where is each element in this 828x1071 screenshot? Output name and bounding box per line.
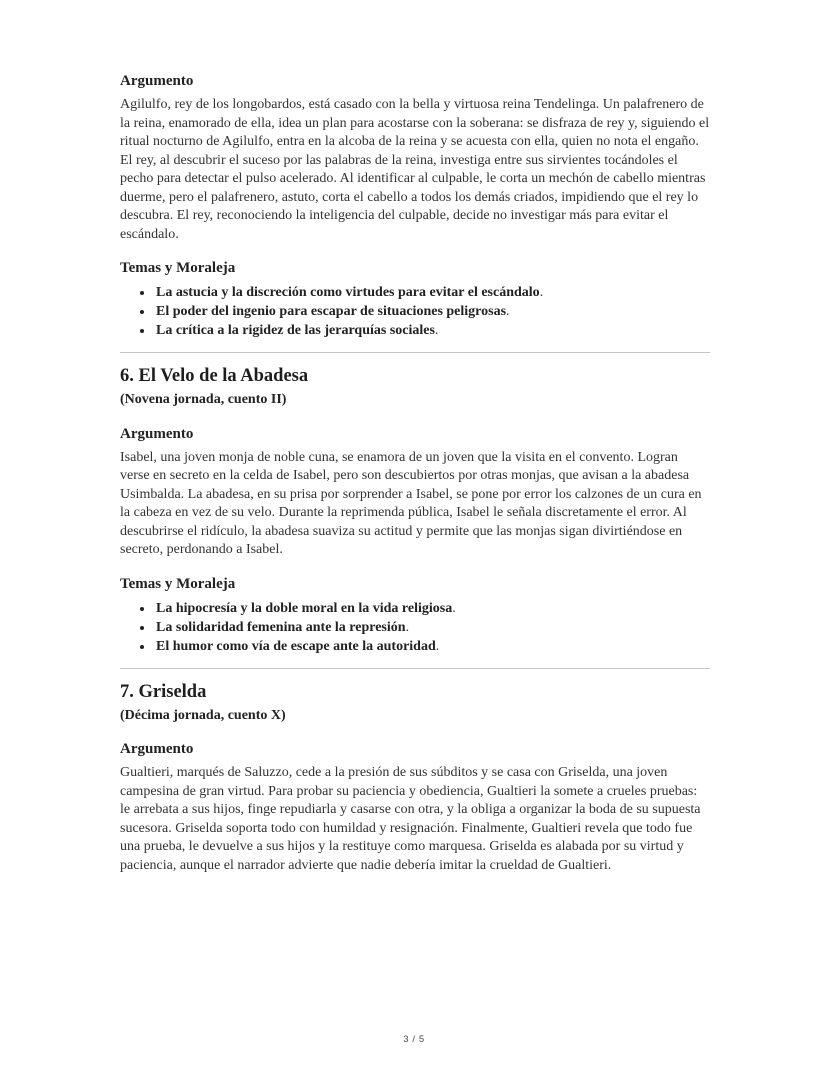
tema-text: La crítica a la rigidez de las jerarquías sociales — [156, 323, 435, 338]
tema-punct: . — [539, 285, 544, 300]
page-number: 3 / 5 — [403, 1033, 425, 1045]
tema-item — [154, 618, 710, 637]
argumento-heading: Argumento — [120, 425, 194, 442]
tema-item — [154, 283, 710, 302]
tema-item — [154, 637, 710, 656]
story-section-continuation — [120, 72, 710, 340]
argumento-paragraph: Isabel, una joven monja de noble cuna, se enamora de un joven que la visita en el convento. Logran verse en secreto en la celda de Isabel, pero son descubiertos por otras monjas, que avisan a la abadesa Usimbalda. La abadesa, en su prisa por sorprender a Isabel, se pone por error los calzones de un cura en la cabeza en vez de su velo. Durante la reprimenda pública, Isabel le señala discretamente el error. Al descubrirse el ridículo, la abadesa suaviza su actitud y permite que las monjas sigan divirtiéndose en secreto, perdonando a Isabel. — [120, 449, 702, 557]
story-section-griselda — [120, 680, 710, 876]
argumento-paragraph: Gualtieri, marqués de Saluzzo, cede a la presión de sus súbditos y se casa con Griselda, una joven campesina de gran virtud. Para probar su paciencia y obediencia, Gualtieri la somete a crueles pruebas: le arrebata a sus hijos, finge repudiarla y casarse con otra, y la obliga a organizar la boda de su supuesta sucesora. Griselda soporta todo con humildad y resignación. Finalmente, Gualtieri revela que todo fue una prueba, le devuelve a sus hijos y la restituye como marquesa. Griselda es alabada por su virtud y paciencia, aunque el narrador advierte que nadie debería imitar la crueldad de Gualtieri. — [120, 765, 701, 873]
argumento-heading: Argumento — [120, 73, 194, 89]
argumento-heading: Argumento — [120, 741, 194, 757]
temas-heading: Temas y Moraleja — [120, 575, 236, 592]
temas-list — [120, 599, 710, 656]
section-divider — [120, 668, 710, 669]
temas-heading: Temas y Moraleja — [120, 260, 236, 276]
tema-punct: . — [452, 600, 456, 616]
tema-punct: . — [435, 638, 440, 654]
page-footer — [0, 1031, 828, 1050]
section-subtitle: (Novena jornada, cuento II) — [120, 392, 287, 407]
section-title: 7. Griselda — [120, 681, 207, 702]
section-divider — [120, 352, 710, 353]
section-title: 6. El Velo de la Abadesa — [120, 366, 309, 386]
tema-punct: . — [405, 619, 410, 635]
tema-text: El poder del ingenio para escapar de situaciones peligrosas — [156, 304, 507, 319]
tema-punct: . — [434, 323, 439, 338]
tema-text: El humor como vía de escape ante la autoridad — [156, 638, 436, 654]
tema-punct: . — [506, 304, 510, 319]
tema-item — [154, 599, 710, 618]
temas-list — [120, 283, 710, 340]
argumento-paragraph: Agilulfo, rey de los longobardos, está casado con la bella y virtuosa reina Tendelinga. Un palafrenero de la reina, enamorado de ella, idea un plan para acostarse con la soberana: se disfraza de rey y, siguiendo el ritual nocturno de Agilulfo, entra en la alcoba de la reina y se acuesta con ella, quien no nota el engaño. El rey, al descubrir el suceso por las palabras de la reina, investiga entre sus sirvientes tocándoles el pecho para detectar el pulso acelerado. Al identificar al culpable, le corta un mechón de cabello mientras duerme, pero el palafrenero, astuto, corta el cabello a todos los demás criados, impidiendo que el rey lo descubra. El rey, reconociendo la inteligencia del culpable, decide no investigar más para evitar el escándalo. — [120, 97, 710, 242]
tema-item — [154, 321, 710, 340]
tema-text: La solidaridad femenina ante la represión — [156, 619, 406, 635]
tema-item — [154, 302, 710, 321]
tema-text: La astucia y la discreción como virtudes para evitar el escándalo — [156, 285, 540, 300]
tema-text: La hipocresía y la doble moral en la vida religiosa — [156, 600, 453, 616]
story-section-velo-abadesa — [120, 364, 710, 656]
section-subtitle: (Décima jornada, cuento X) — [120, 707, 286, 723]
